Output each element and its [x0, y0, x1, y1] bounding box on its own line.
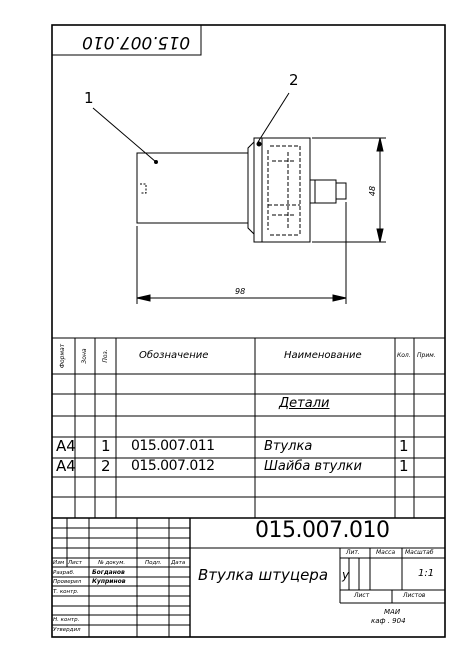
dimension-width-label: 98 [235, 287, 246, 296]
col-sign: Подп. [145, 560, 162, 566]
org-line1: МАИ [384, 608, 401, 616]
drawing-title: Втулка штуцера [198, 566, 329, 584]
row1-qty: 1 [399, 437, 409, 455]
col-docno: № докум. [98, 560, 126, 566]
col-change: Изм [53, 560, 65, 566]
dimension-height-label: 48 [368, 185, 378, 197]
lit-label: Лит. [346, 549, 360, 556]
role-developer: Разраб. [53, 570, 75, 576]
row1-format: А4 [56, 437, 76, 455]
spec-table-lines [52, 338, 445, 518]
col-date: Дата [171, 560, 186, 566]
row1-pos: 1 [101, 437, 111, 455]
sheets-label: Листов [403, 592, 426, 599]
row1-designation: 015.007.011 [131, 438, 215, 454]
role-ncontrol: Н. контр. [53, 617, 80, 623]
role-checker: Проверил [53, 579, 82, 585]
sheet-frame [52, 25, 445, 637]
col-sheet: Лист [68, 560, 82, 566]
leader-2 [258, 93, 289, 142]
header-name: Наименование [284, 350, 362, 361]
role-tcontrol: Т. контр. [53, 589, 79, 595]
row2-designation: 015.007.012 [131, 458, 215, 474]
row1-name: Втулка [264, 439, 313, 454]
doc-number: 015.007.010 [255, 518, 390, 543]
header-pos: Поз. [102, 349, 109, 363]
scale-value: 1:1 [418, 568, 435, 579]
header-format: Формат [59, 343, 66, 369]
assembly-view [137, 138, 346, 242]
scale-label: Масштаб [405, 549, 434, 556]
sheet-label: Лист [354, 592, 370, 599]
row2-format: А4 [56, 457, 76, 475]
row2-pos: 2 [101, 457, 111, 475]
header-zone: Зона [81, 348, 88, 364]
developer-name: Богданов [92, 569, 125, 576]
leader-1 [93, 108, 156, 162]
checker-name: Купринов [92, 578, 126, 585]
org-line2: каф . 904 [371, 617, 406, 625]
section-title: Детали [279, 396, 330, 411]
header-qty: Кол. [397, 352, 411, 359]
row2-qty: 1 [399, 457, 409, 475]
header-note: Прим. [417, 352, 436, 359]
callout-2: 2 [289, 71, 299, 89]
mass-label: Масса [376, 549, 396, 556]
callout-1: 1 [84, 89, 94, 107]
role-approved: Утвердил [53, 627, 81, 633]
lit-value: у [342, 568, 350, 582]
top-stamp-number: 015.007.010 [82, 32, 191, 52]
row2-name: Шайба втулки [264, 459, 362, 474]
header-designation: Обозначение [139, 350, 209, 361]
